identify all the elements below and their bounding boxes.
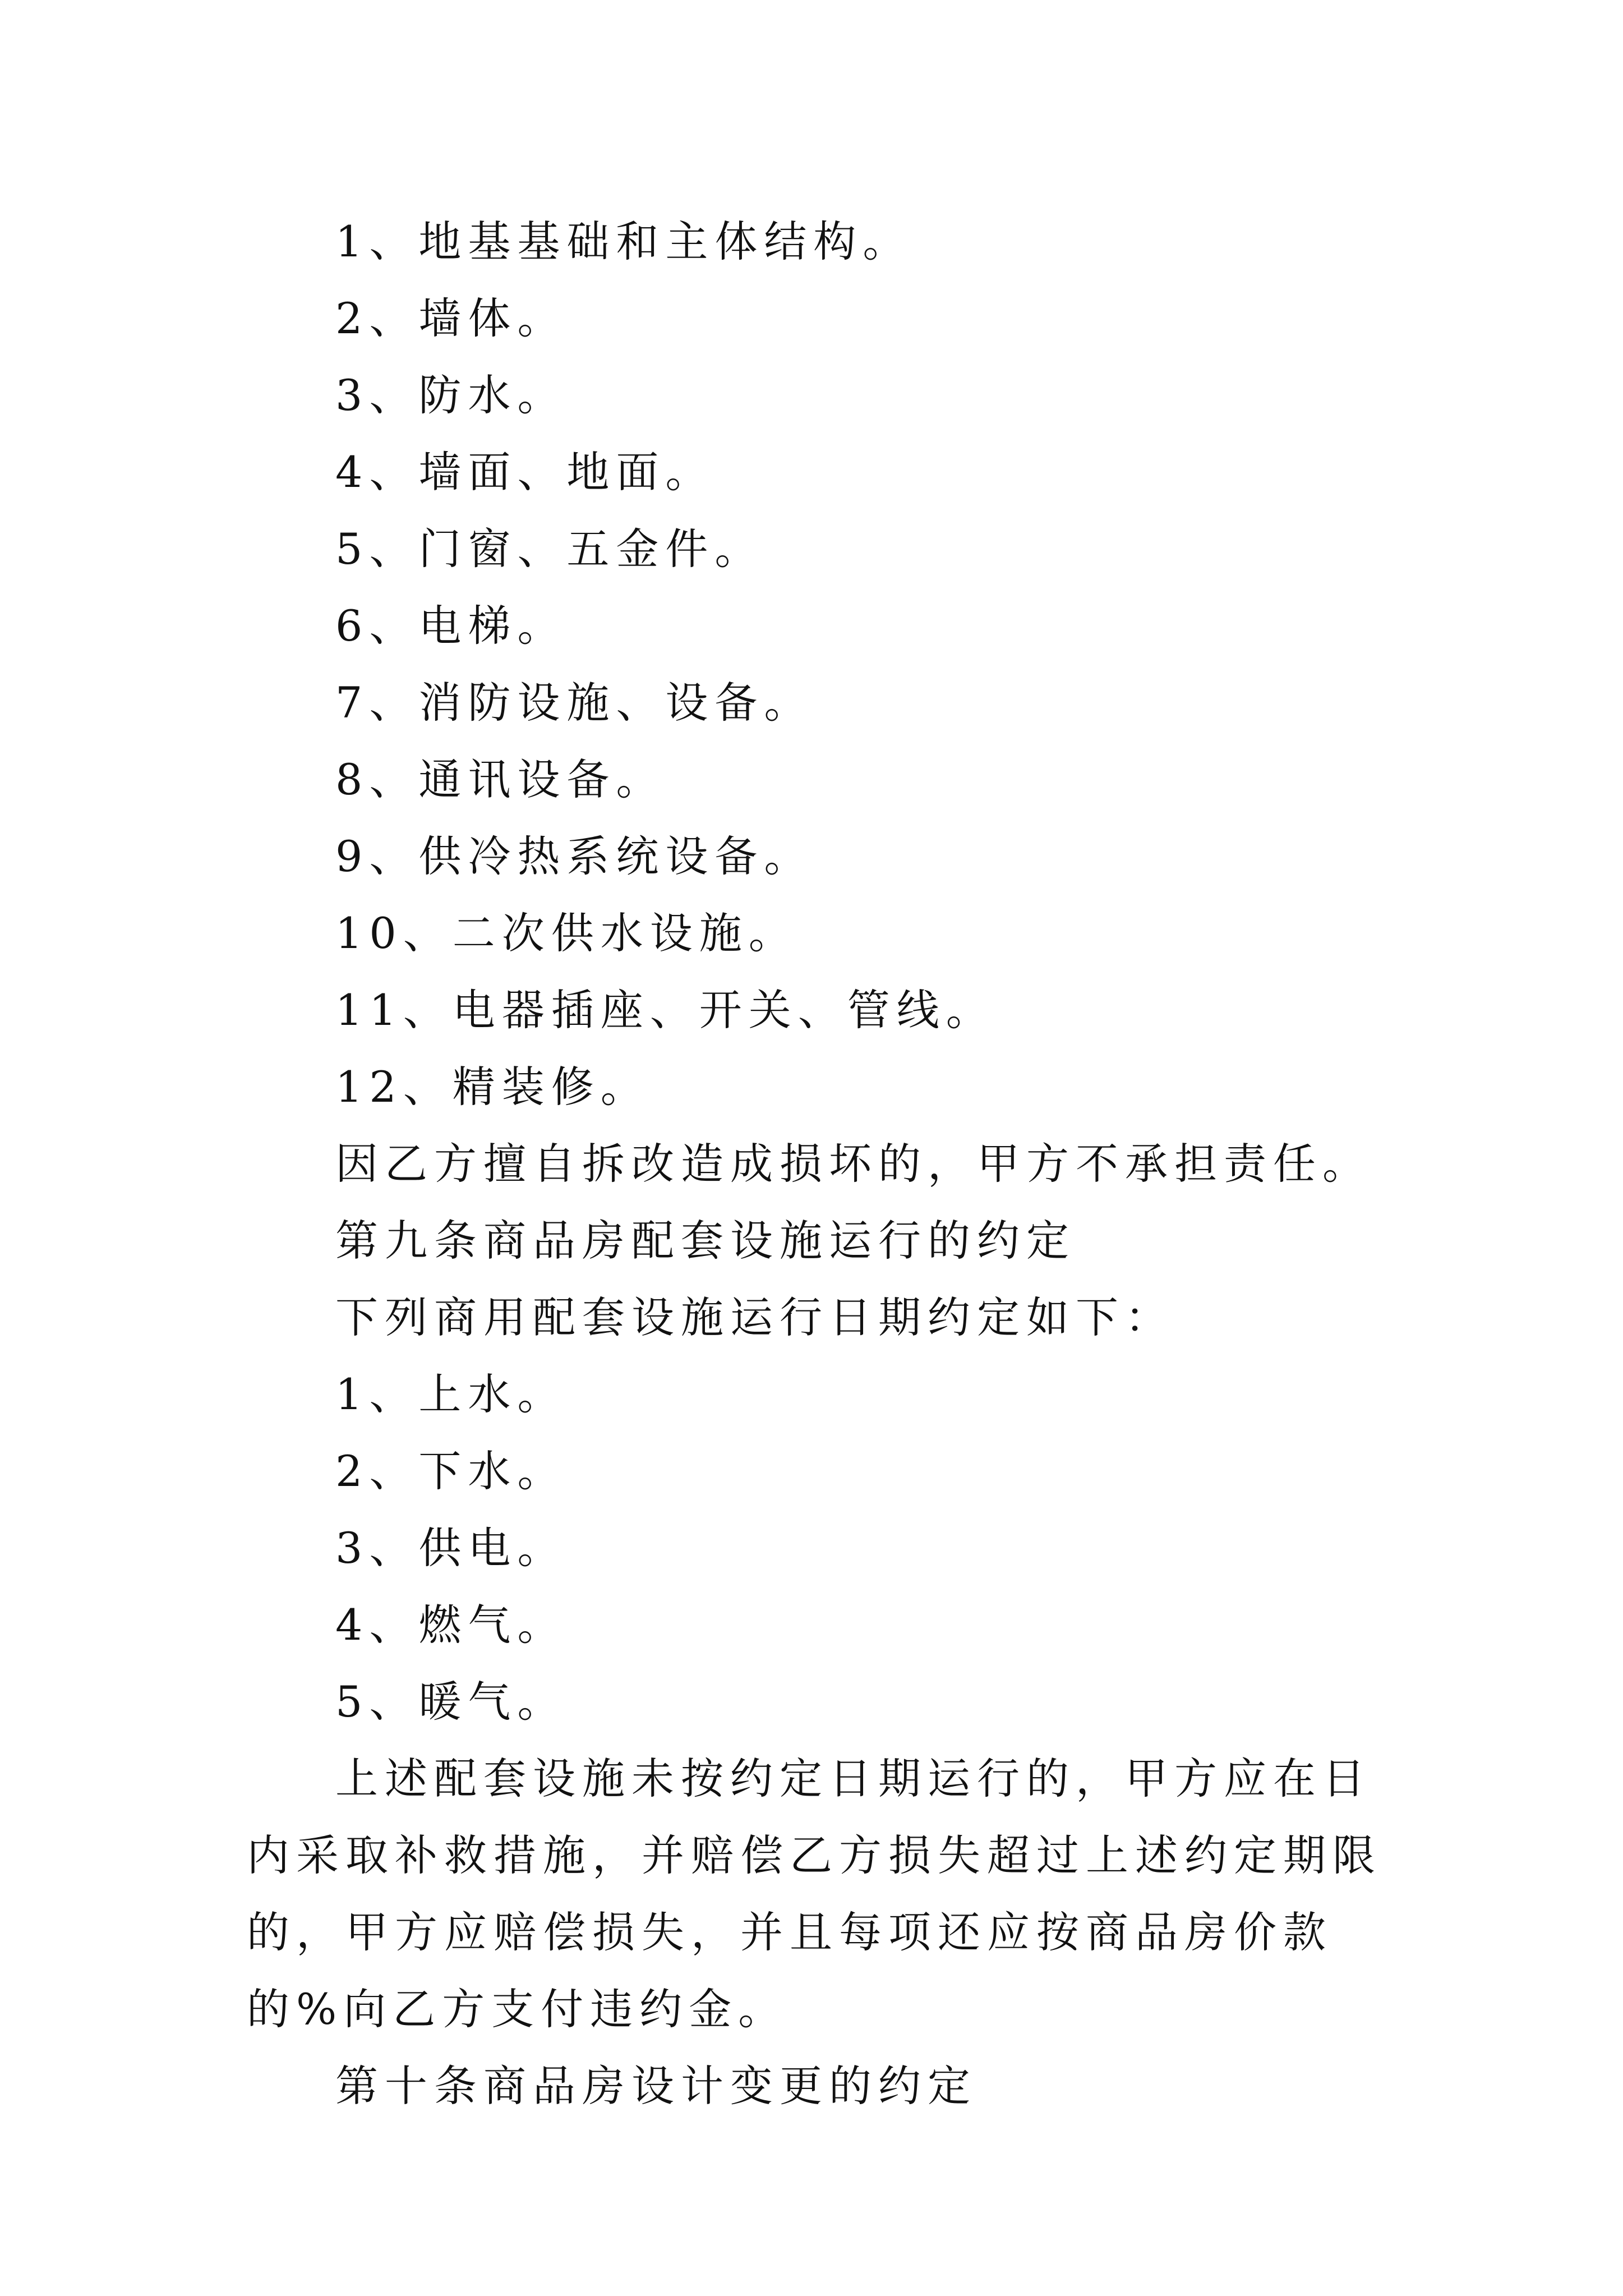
list-item: 7、消防设施、设备。 bbox=[335, 678, 814, 728]
list-item: 12、精装修。 bbox=[335, 1062, 650, 1112]
list-item: 9、供冷热系统设备。 bbox=[335, 831, 814, 881]
list-item: 1、地基基础和主体结构。 bbox=[335, 217, 912, 266]
paragraph-penalty: 上述配套设施未按约定日期运行的，甲方应在日内采取补救措施，并赔偿乙方损失超过上述约定期限的，甲方应赔偿损失，并且每项还应按商品房价款的%向乙方支付违约金。 bbox=[247, 1754, 1382, 2034]
document-body bbox=[247, 203, 1391, 2124]
list-item: 3、防水。 bbox=[335, 370, 567, 420]
paragraph-disclaimer: 因乙方擅自拆改造成损坏的，甲方不承担责任。 bbox=[335, 1139, 1372, 1189]
list-item: 5、门窗、五金件。 bbox=[335, 524, 764, 574]
list-item: 11、电器插座、开关、管线。 bbox=[335, 985, 995, 1035]
list-item: 2、下水。 bbox=[335, 1446, 567, 1496]
list-item: 3、供电。 bbox=[335, 1523, 567, 1573]
paragraph-intro: 下列商用配套设施运行日期约定如下： bbox=[335, 1292, 1174, 1342]
section-heading-10: 第十条商品房设计变更的约定 bbox=[335, 2061, 977, 2111]
list-item: 4、燃气。 bbox=[335, 1600, 567, 1650]
section-heading-9: 第九条商品房配套设施运行的约定 bbox=[335, 1216, 1076, 1266]
list-item: 5、暖气。 bbox=[335, 1677, 567, 1727]
list-item: 10、二次供水设施。 bbox=[335, 908, 798, 958]
list-item: 8、通讯设备。 bbox=[335, 754, 666, 804]
list-item: 1、上水。 bbox=[335, 1369, 567, 1419]
list-item: 4、墙面、地面。 bbox=[335, 447, 715, 497]
list-item: 2、墙体。 bbox=[335, 293, 567, 343]
list-item: 6、电梯。 bbox=[335, 601, 567, 651]
